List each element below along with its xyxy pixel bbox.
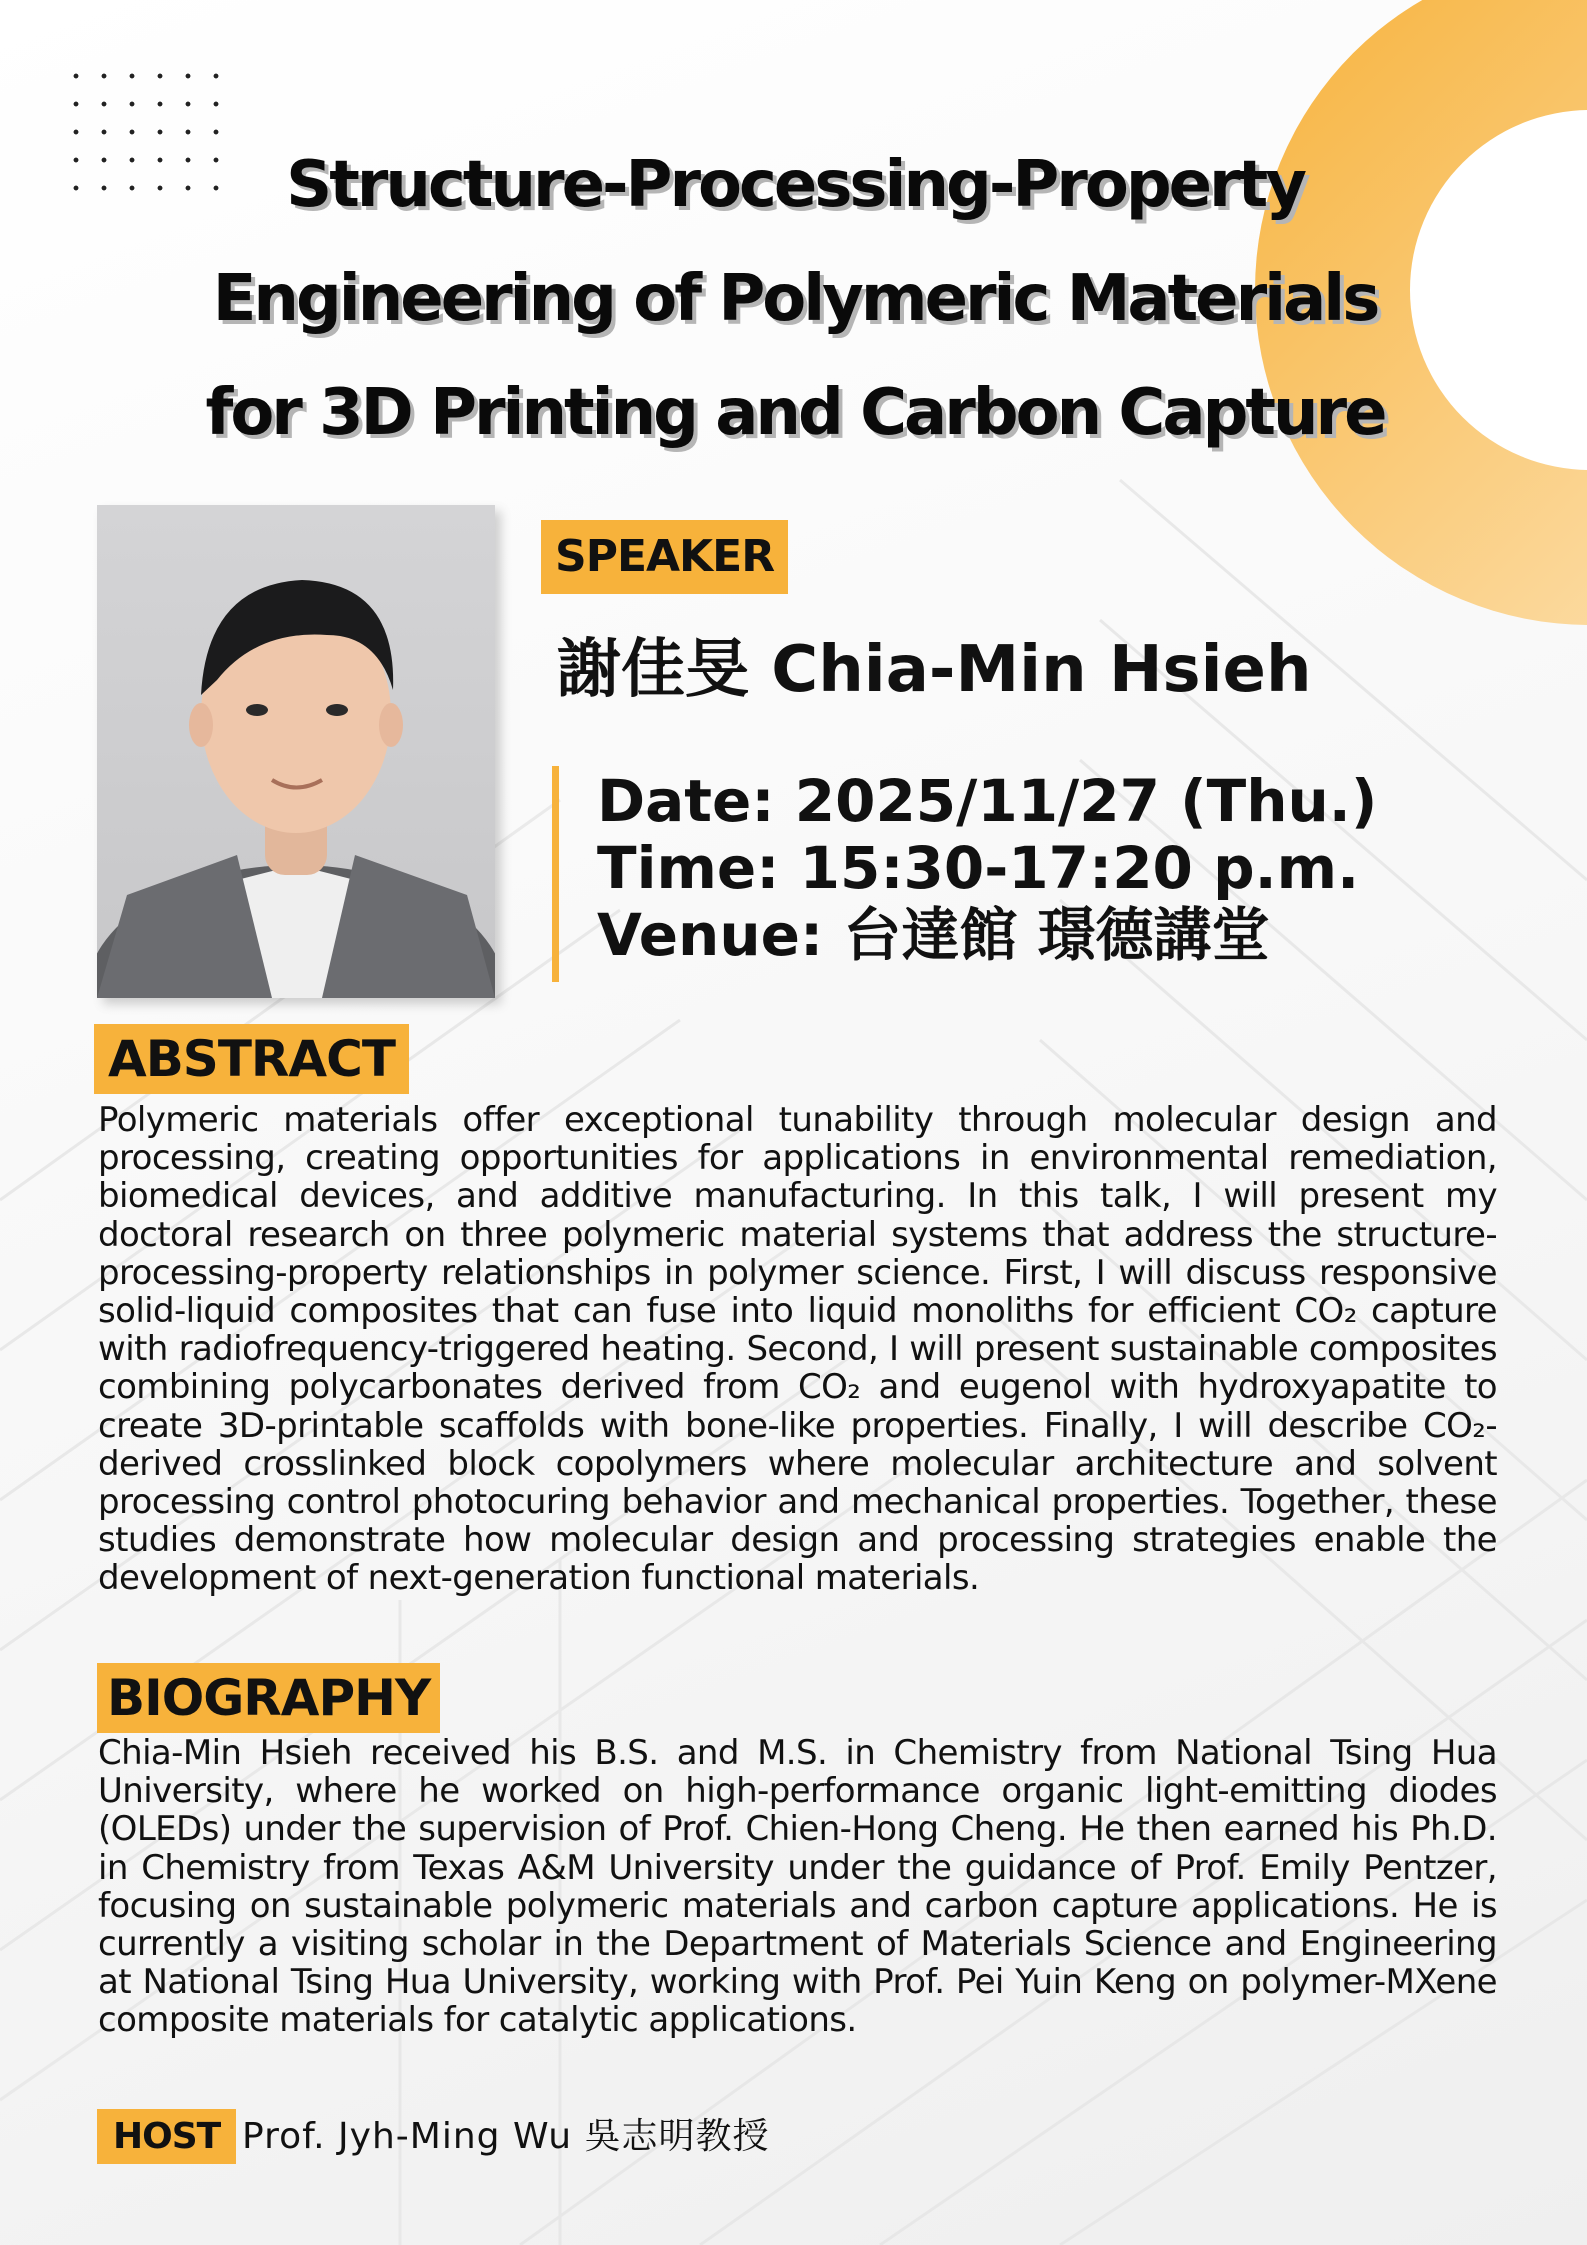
speaker-name: 謝佳旻 Chia-Min Hsieh	[557, 633, 1312, 707]
event-info	[597, 768, 1497, 969]
page-title	[100, 128, 1490, 470]
host-name: Prof. Jyh-Ming Wu 吳志明教授	[242, 2116, 770, 2157]
event-date: Date: 2025/11/27 (Thu.)	[597, 767, 1378, 835]
info-accent-bar	[552, 766, 559, 982]
abstract-label: ABSTRACT	[94, 1024, 409, 1094]
title-line-2: Engineering of Polymeric Materials	[212, 262, 1378, 336]
host-label: HOST	[97, 2109, 236, 2164]
biography-text: Chia-Min Hsieh received his B.S. and M.S. in Chemistry from National Tsing Hua University, where he worked on high-performance organic light-emitting diodes (OLEDs) under the supervision of Prof. Chien-Hong Cheng. He then earned his Ph.D. in Chemistry from Texas A&M University under the guidance of Prof. Emily Pentzer, focusing on sustainable polymeric materials and carbon capture applications. He is currently a visiting scholar in the Department of Materials Science and Engineering at National Tsing Hua University, working with Prof. Pei Yuin Keng on polymer-MXene composite materials for catalytic applications.	[98, 1733, 1497, 2041]
event-venue: Venue: 台達館 璟德講堂	[597, 901, 1270, 969]
speaker-label: SPEAKER	[541, 520, 788, 594]
title-line-3: for 3D Printing and Carbon Capture	[205, 376, 1385, 450]
biography-label: BIOGRAPHY	[97, 1663, 440, 1733]
speaker-photo	[97, 505, 495, 998]
abstract-text: Polymeric materials offer exceptional tunability through molecular design and processing, creating opportunities for applications in environmental remediation, biomedical devices, and additive manufacturing. In this talk, I will present my doctoral research on three polymeric material systems that address the structure-processing-property relationships in polymer science. First, I will discuss responsive solid-liquid composites that can fuse into liquid monoliths for efficient CO₂ capture with radiofrequency-triggered heating. Second, I will present sustainable composites combining polycarbonates derived from CO₂ and eugenol with hydroxyapatite to create 3D-printable scaffolds with bone-like properties. Finally, I will describe CO₂-derived crosslinked block copolymers where molecular architecture and solvent processing control photocuring behavior and mechanical properties. Together, these studies demonstrate how molecular design and processing strategies enable the development of next-generation functional materials.	[98, 1100, 1497, 1599]
event-time: Time: 15:30-17:20 p.m.	[597, 834, 1360, 902]
title-line-1: Structure-Processing-Property	[286, 148, 1304, 222]
